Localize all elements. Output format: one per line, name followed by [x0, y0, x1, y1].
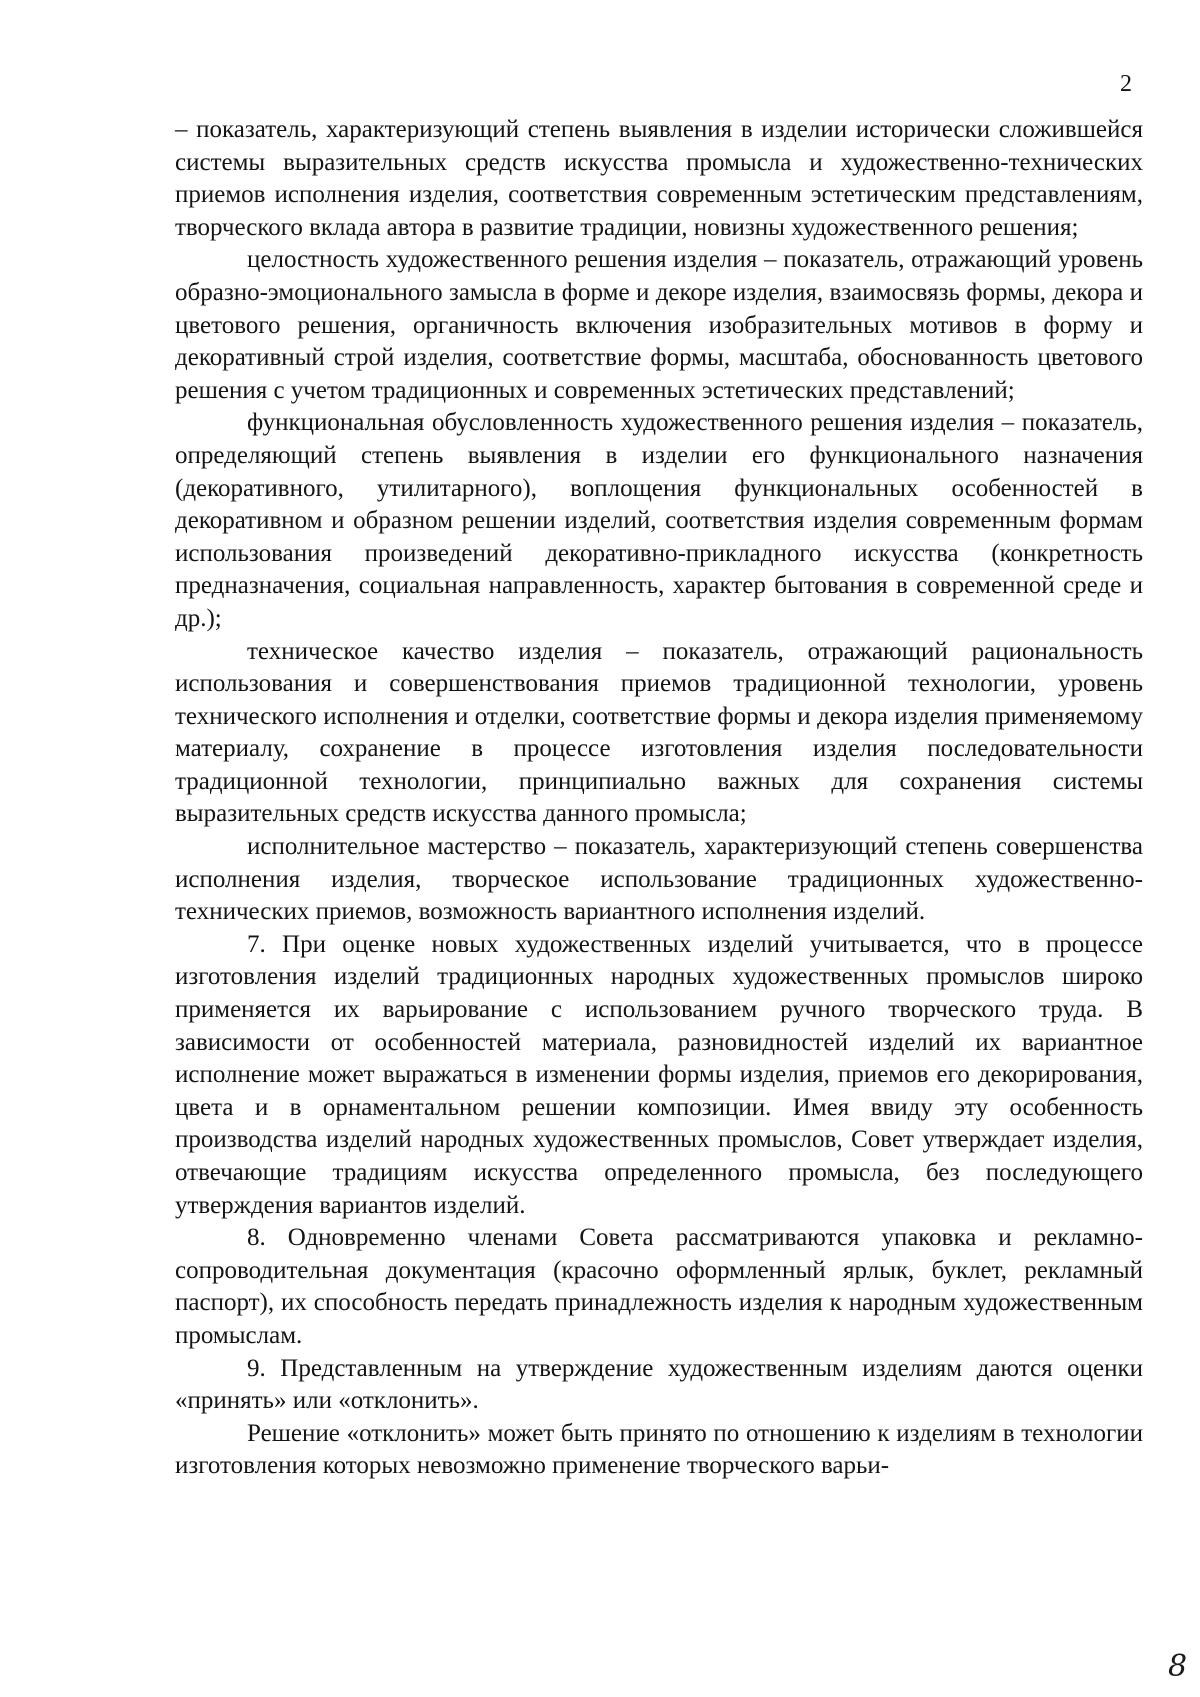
paragraph-item-9: 9. Представленным на утверждение художественным изделиям даются оценки «принять» или «отклонить».: [175, 1354, 1143, 1415]
paragraph-item-7: 7. При оценке новых художественных изделий учитывается, что в процессе изготовления изделий традиционных народных художественных промыслов широко применяется их варьирование с использованием ручного творческого труда. В зависимости от особенностей материала, разновидностей изделий их вариантное исполнение может выражаться в изменении формы изделия, приемов его декорирования, цвета и в орнаментальном решении композиции. Имея ввиду эту особенность производства изделий народных художественных промыслов, Совет утверждает изделия, отвечающие традициям искусства определенного промысла, без последующего утверждения вариантов изделий.: [175, 930, 1143, 1219]
paragraph-functional-conditionality: функциональная обусловленность художественного решения изделия – показатель, определяющий степень выявления в изделии его функционального назначения (декоративного, утилитарного), воплощения функциональных особенностей в декоративном и образном решении изделий, соответствия изделия современным формам использования произведений декоративно-прикладного искусства (конкретность предназначения, социальная направленность, характер бытования в современной среде и др.);: [175, 409, 1143, 632]
paragraph-continuation: – показатель, характеризующий степень выявления в изделии исторически сложившейся системы выразительных средств искусства промысла и художественно-технических приемов исполнения изделия, соответствия современным эстетическим представлениям, творческого вклада автора в развитие традиции, новизны художественного решения;: [175, 116, 1143, 241]
paragraph-item-8: 8. Одновременно членами Совета рассматриваются упаковка и рекламно-сопроводительная документация (красочно оформленный ярлык, буклет, рекламный паспорт), их способность передать принадлежность изделия к народным художественным промыслам.: [175, 1224, 1143, 1349]
paragraph-performing-skill: исполнительное мастерство – показатель, характеризующий степень совершенства исполнения изделия, творческое использование традиционных художественно-технических приемов, возможность вариантного исполнения изделий.: [175, 833, 1143, 926]
page-number: 2: [1120, 71, 1132, 97]
body-text: [175, 114, 1143, 1483]
paragraph-technical-quality: техническое качество изделия – показатель, отражающий рациональность использования и совершенствования приемов традиционной технологии, уровень технического исполнения и отделки, соответствие формы и декора изделия применяемому материалу, сохранение в процессе изготовления изделия последовательности традиционной технологии, принципиально важных для сохранения системы выразительных средств искусства данного промысла;: [175, 637, 1143, 828]
paragraph-artistic-integrity: целостность художественного решения изделия – показатель, отражающий уровень образно-эмоционального замысла в форме и декоре изделия, взаимосвязь формы, декора и цветового решения, органичность включения изобразительных мотивов в форму и декоративный строй изделия, соответствие формы, масштаба, обоснованность цветового решения с учетом традиционных и современных эстетических представлений;: [175, 246, 1143, 404]
handwritten-page-mark: 8: [1168, 1649, 1188, 1684]
paragraph-reject-decision: Решение «отклонить» может быть принято по отношению к изделиям в технологии изготовления которых невозможно применение творческого варьи-: [175, 1419, 1143, 1480]
